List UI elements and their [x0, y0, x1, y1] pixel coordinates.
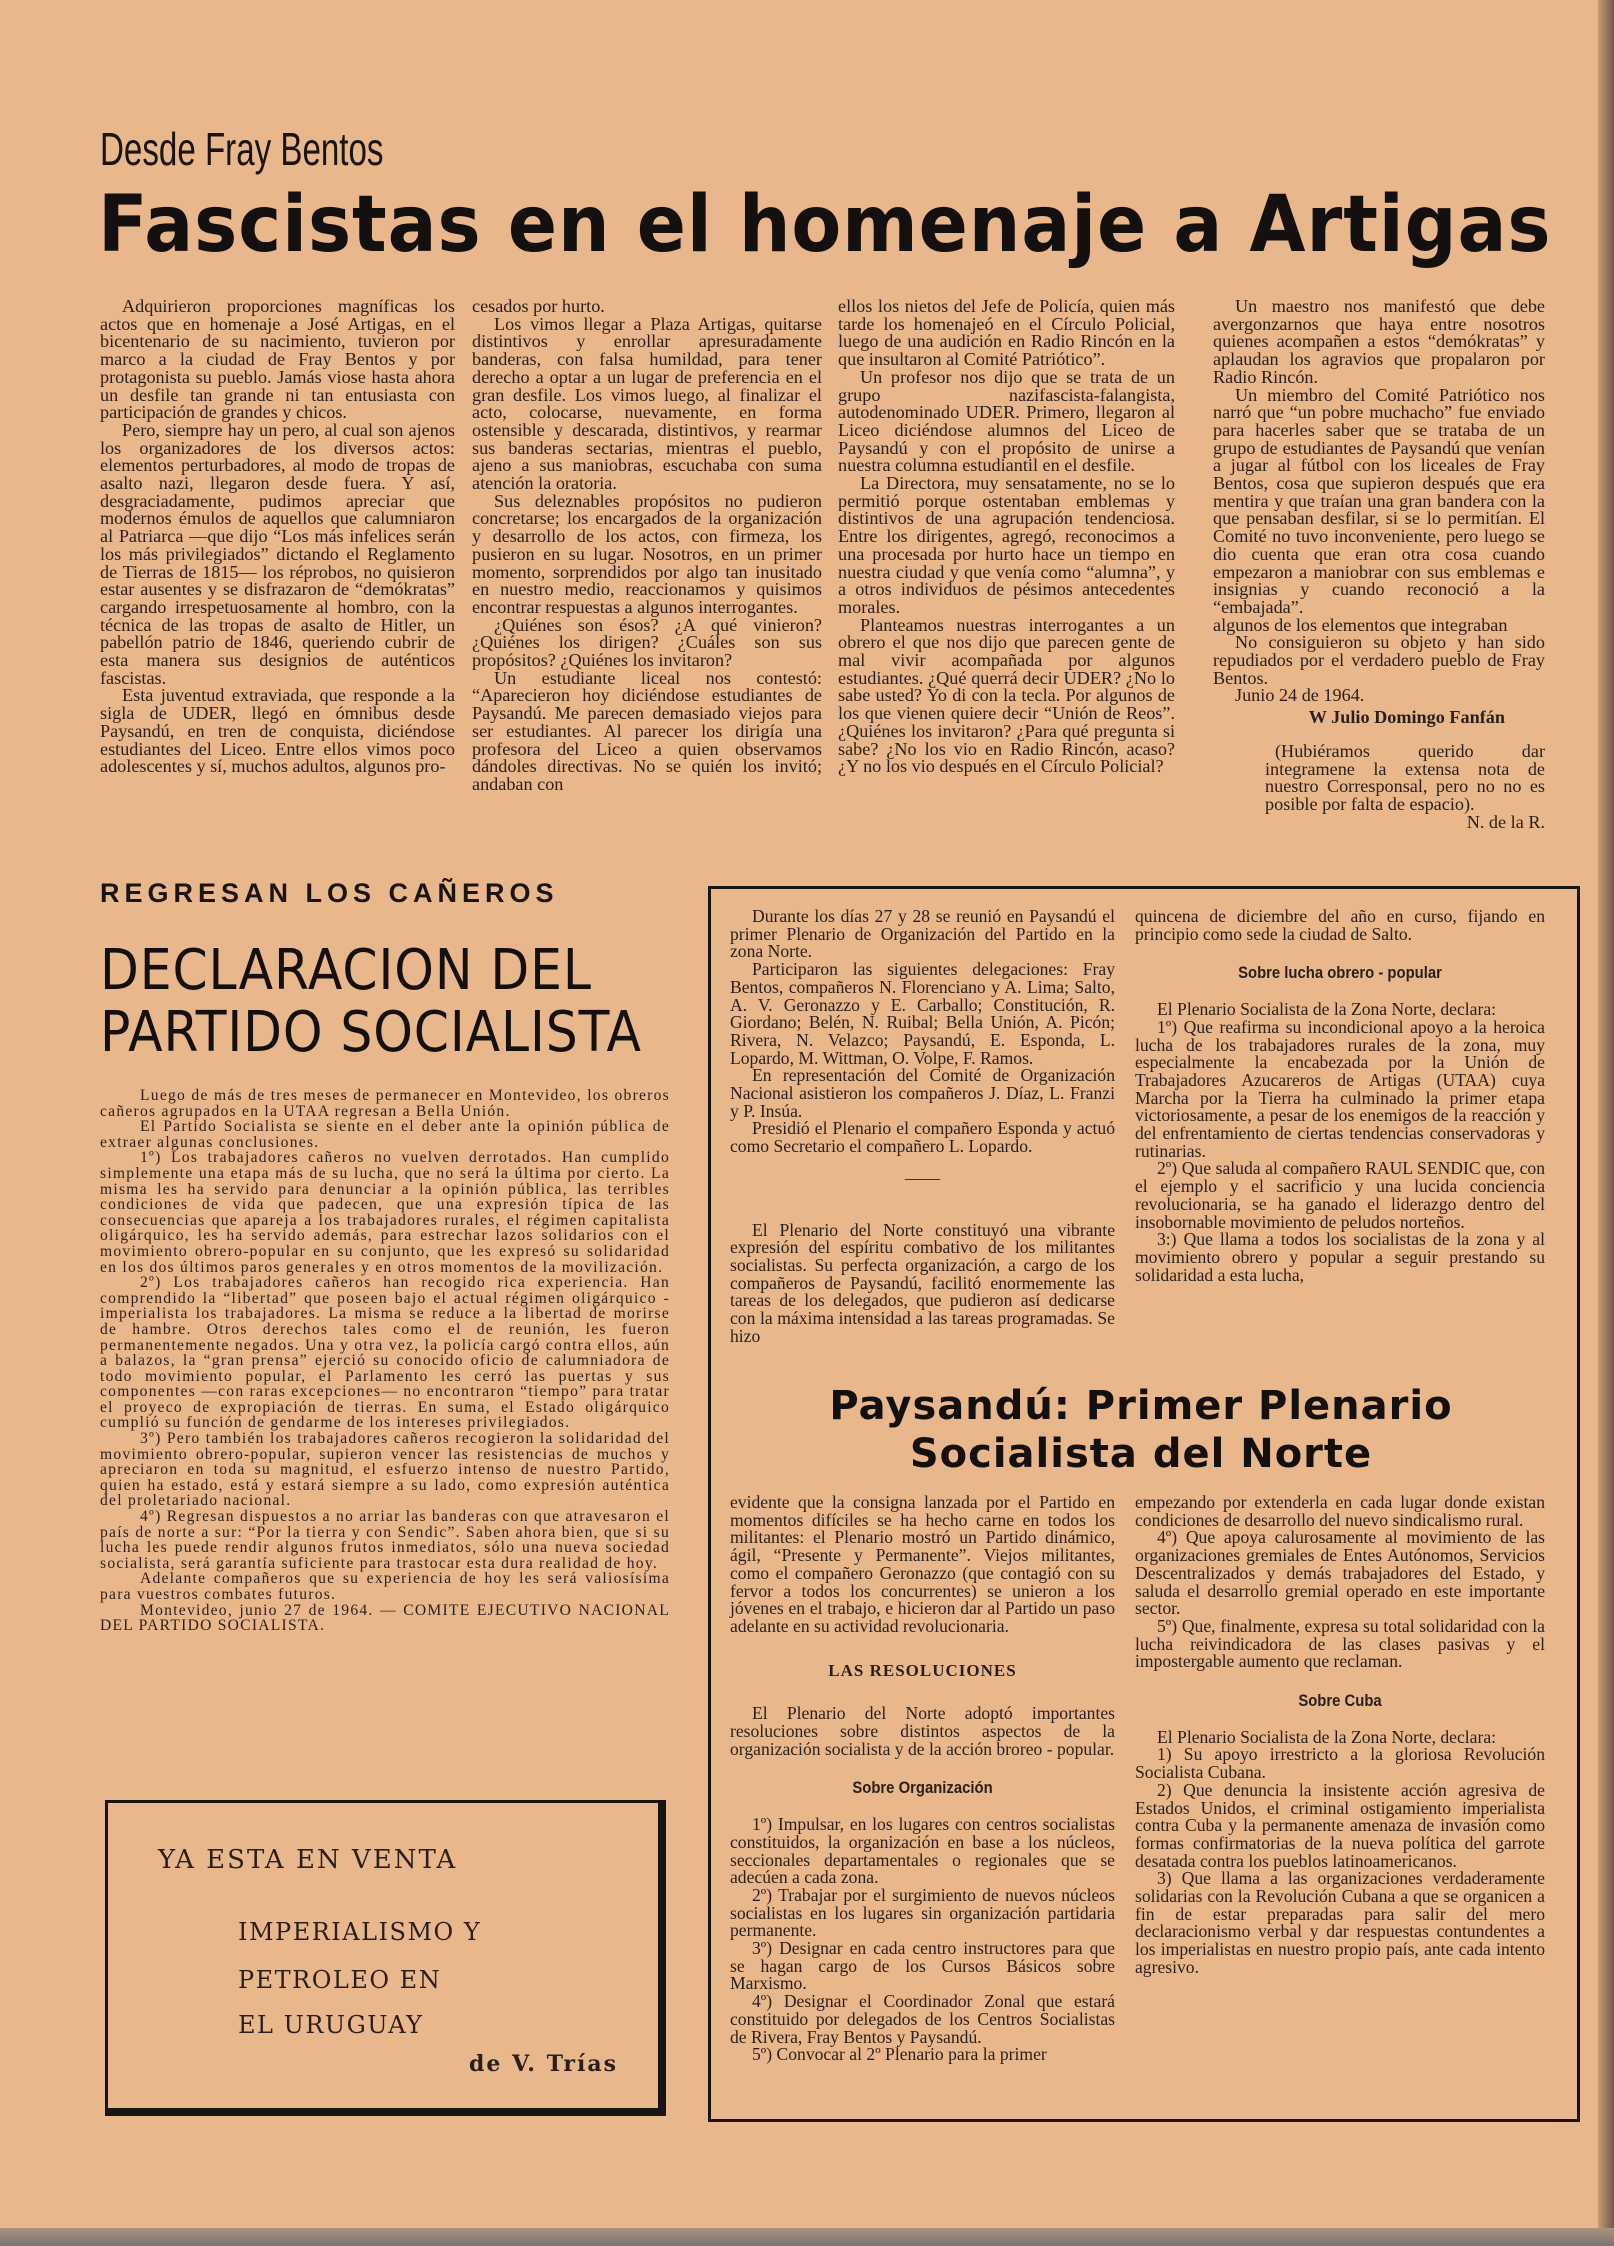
- paragraph: 1º) Impulsar, en los lugares con centros socialistas constituidos, la organización en base a los núcleos, seccionales departamentales o regionales que se adecúen a cada zona.: [730, 1814, 1115, 1888]
- article-column-top-right: [1135, 908, 1545, 1284]
- separator: ——: [904, 1167, 941, 1188]
- signature: Montevideo, junio 27 de 1964. — COMITE EJECUTIVO NACIONAL DEL PARTIDO SOCIALISTA.: [100, 1601, 670, 1635]
- ad-title-line: EL URUGUAY: [238, 2011, 424, 2039]
- headline-line: DECLARACION DEL: [100, 938, 592, 1003]
- paragraph: El Plenario Socialista de la Zona Norte, declara:: [1157, 1726, 1497, 1747]
- article-column-top-left: [730, 908, 1115, 1345]
- paragraph: 3) Que llama a las organizaciones verdaderamente solidarias con la Revolución Cubana a que se organicen a fin de estar preparadas para salir del mero declaracionismo verbal y dar respuestas contundentes a los imperialistas en nuestro propio país, ante cada intento agresivo.: [1135, 1868, 1545, 1977]
- headline-line: Socialista del Norte: [909, 1431, 1373, 1477]
- headline-line: Paysandú: Primer Plenario: [829, 1383, 1453, 1429]
- paragraph: 5º) Que, finalmente, expresa su total solidaridad con la lucha reivindicadora de las clases pasivas y el impostergable aumento que reclaman.: [1135, 1615, 1545, 1672]
- article-column-4: [1213, 298, 1545, 831]
- paragraph: El Plenario del Norte constituyó una vibrante expresión del espíritu combativo de los militantes socialistas. Su perfecta organización, a cargo de los compañeros de Paysandú, facilitó enormemente las tareas de los delegados, que pudieron así dedicarse con la máxima intensidad a las tareas programadas. Se hizo: [730, 1219, 1115, 1346]
- subheading: Sobre Organización: [852, 1779, 993, 1798]
- article-headline: Fascistas en el homenaje a Artigas: [98, 180, 1552, 270]
- editor-note-sign: N. de la R.: [1466, 811, 1545, 832]
- paragraph: 2º) Que saluda al compañero RAUL SENDIC que, con el ejemplo y el sacrificio y una lucida conciencia revolucionaria, se ha ganado el liderazgo dentro del insobornable movimiento de peludos norteños.: [1135, 1158, 1545, 1232]
- paragraph: Un miembro del Comité Patriótico nos narró que “un pobre muchacho” fue enviado para hacerles saber que se trataba de un grupo de estudiantes de Paysandú que venían a jugar al fútbol con los liceales de Fray Bentos, cosa que supieron después que era mentira y que traían una gran bandera con la que pensaban desfilar, si se lo permitían. El Comité no tuvo inconveniente, pero luego se dio cuenta que eran otra cosa cuando empezaron a maniobrar con sus emblemas e insignias y cuando reconoció a la “embajada”.: [1213, 384, 1545, 617]
- paragraph: 2º) Los trabajadores cañeros han recogido rica experiencia. Han comprendido la “libertad” que poseen bajo el actual régimen oligárquico - imperialista los trabajadores. La misma se reduce a la libertad de morirse de hambre. Otros derechos tales como el de reunión, les fueron permanentemente negados. Una y otra vez, la policía cargó contra ellos, aún a balazos, la “gran prensa” ejerció su conocido oficio de calumniadora de todo movimiento popular, el Parlamento les cerró las puertas y sus componentes —con raras excepciones— no encontraron “tiempo” para tratar el proyeco de expropiación de tierras. En suma, el Estado oligárquico cumplió su función de gendarme de los intereses privilegiados.: [100, 1274, 670, 1432]
- paragraph: 4º) Regresan dispuestos a no arriar las banderas con que atravesaron el país de norte a sur: “Por la tierra y con Sendic”. Saben ahora bien, que si su lucha les puede rendir algunos frutos inmediatos, sólo una nueva sociedad socialista, será garantía suficiente para trastocar esta dura realidad de hoy.: [100, 1508, 670, 1572]
- paragraph: 4º) Designar el Coordinador Zonal que estará constituido por delegados de los Centros Socialistas de Rivera, Fray Bentos y Paysandú.: [730, 1991, 1115, 2047]
- article-kicker: Desde Fray Bentos: [100, 123, 384, 175]
- article-column-bottom-right: [1135, 1494, 1545, 1977]
- paragraph: 1º) Los trabajadores cañeros no vuelven derrotados. Han cumplido simplemente una etapa más de su lucha, que no será la última por cierto. La misma les ha servido para denunciar a la opinión pública, las terribles condiciones de vida que padecen, que una expresión típica de las consecuencias que apareja a los trabajadores rurales, el régimen capitalista oligárquico, les ha servido además, para estrechar lazos solidarios con el movimiento obrero-popular en su conjunto, que les expresó su solidaridad en los dos últimos paros generales y en otros momentos de la movilización.: [100, 1149, 670, 1276]
- paragraph: Un maestro nos manifestó que debe avergonzarnos que haya entre nosotros quienes acompañen a estos “demókratas” y aplaudan los agravios que propalaron por Radio Rincón.: [1213, 296, 1545, 387]
- paragraph: 3º) Designar en cada centro instructores para que se hagan cargo de los Cursos Básicos sobre Marxismo.: [730, 1938, 1115, 1994]
- paragraph: El Plenario Socialista de la Zona Norte, declara:: [1157, 999, 1497, 1020]
- paragraph: Un estudiante liceal nos contestó: “Aparecieron hoy diciéndose estudiantes de Paysandú. Me parecen demasiado viejos para ser estudiantes. Al parecer los dirigía una profesora del Liceo a quien observamos dándoles directivas. No se quién los invitó; andaban con: [472, 667, 822, 794]
- paragraph: Los vimos llegar a Plaza Artigas, quitarse distintivos y enrollar apresuradamente banderas, con falsa humildad, para tener derecho a optar a un lugar de preferencia en el gran desfile. Los vimos luego, al finalizar el acto, colocarse, nuevamente, en forma ostensible y descarada, distintivos, y rearmar sus banderas sectarias, mientras el pueblo, ajeno a sus maniobras, escuchaba con suma atención la oratoria.: [472, 313, 822, 494]
- paragraph-continued: quincena de diciembre del año en curso, fijando en principio como sede la ciudad de Salto.: [1135, 906, 1545, 944]
- paragraph: 4º) Que apoya calurosamente al movimiento de las organizaciones gremiales de Entes Autónomos, Servicios Descentralizados y demás trabajadores del Estado, y saluda el desarrollo gremial operado en este importante sector.: [1135, 1527, 1545, 1619]
- page-edge-shadow: [1598, 0, 1614, 2246]
- paragraph: El Plenario del Norte adoptó importantes resoluciones sobre distintos aspectos de la organización socialista y de la acción broreo - popular.: [730, 1703, 1115, 1759]
- subheading: Sobre Cuba: [1298, 1692, 1382, 1711]
- book-advertisement: [105, 1800, 666, 2116]
- paragraph-continued: ellos los nietos del Jefe de Policía, quien más tarde los homenajeó en el Círculo Policial, luego de una audición en Radio Rincón en la que insultaron al Comité Patriótico”.: [838, 296, 1175, 370]
- article-column-2: [472, 298, 822, 794]
- paragraph: No consiguieron su objeto y han sido repudiados por el verdadero pueblo de Fray Bentos.: [1213, 632, 1545, 688]
- paragraph: En representación del Comité de Organización Nacional asistieron los compañeros J. Díaz, L. Franzi y P. Insúa.: [730, 1065, 1115, 1121]
- subheading: Sobre lucha obrero - popular: [1238, 964, 1442, 983]
- paragraph: Luego de más de tres meses de permanecer en Montevideo, los obreros cañeros agrupados en la UTAA regresan a Bella Unión.: [100, 1087, 670, 1120]
- paragraph: Pero, siempre hay un pero, al cual son ajenos los organizadores de los diversos actos: elementos perturbadores, al modo de tropas de asalto nazi, llegaron desde fuera. Y así, desgraciadamente, pudimos apreciar que modernos émulos de aquellos que calumniaron al Patriarca —que dijo “Los más infelices serán los más privilegiados” dictando el Reglamento de Tierras de 1815— los réprobos, no quisieron estar ausentes y se disfrazaron de “demókratas” cargando irrespetuosamente al hombro, con la técnica de las tropas de asalto de Hitler, un pabellón patrio de 1846, queriendo cubrir de esta manera sus designios de auténticos fascistas.: [100, 419, 455, 688]
- ad-author: de V. Trías: [469, 2051, 618, 2077]
- paragraph-continued: cesados por hurto.: [472, 296, 605, 316]
- ad-headline: YA ESTA EN VENTA: [158, 1845, 458, 1875]
- paragraph: La Directora, muy sensatamente, no se lo permitió porque ostentaban emblemas y distintivos de una agrupación tendenciosa. Entre los dirigentes, agregó, reconocimos a una procesada por hurto hace un tiempo en nuestra ciudad y que venía como “alumna”, y a otros individuos de pésimos antecedentes morales.: [838, 473, 1175, 617]
- paragraph: Adquirieron proporciones magníficas los actos que en homenaje a José Artigas, en el bicentenario de su nacimiento, tuvieron por marco a la ciudad de Fray Bentos y por protagonista su pueblo. Jamás viose hasta ahora un desfile tan grande ni tan entusiasta con participación de grandes y chicos.: [100, 296, 455, 423]
- section-kicker: REGRESAN LOS CAÑEROS: [100, 878, 559, 908]
- paragraph: ¿Quiénes son ésos? ¿A qué vinieron? ¿Quiénes los dirigen? ¿Cuáles son sus propósitos? ¿Quiénes los invitaron?: [472, 614, 822, 671]
- ad-title-line: IMPERIALISMO Y: [238, 1918, 482, 1946]
- editor-note: (Hubiéramos querido dar integramene la extensa nota de nuestro Corresponsal, pero no no es posible por falta de espacio).: [1265, 740, 1545, 814]
- paragraph-continued: algunos de los elementos que integraban: [1213, 614, 1508, 635]
- paragraph: 2) Que denuncia la insistente acción agresiva de Estados Unidos, el criminal ostigamiento imperialista contra Cuba y la permanente amenaza de invasión como formas confirmatorias de la nueva política del garrote desatada contra los pueblos latinoamericanos.: [1135, 1779, 1545, 1871]
- article-body: [100, 1088, 670, 1634]
- byline: W Julio Domingo Fanfán: [1308, 707, 1505, 728]
- ad-title-line: PETROLEO EN: [238, 1966, 442, 1994]
- paragraph: Participaron las siguientes delegaciones: Fray Bentos, compañeros N. Florenciano y A. Lima; Salto, A. V. Geronazzo y E. Carballo; Constitución, R. Giordano; Belén, N. Ruibal; Bella Unión, A. Picón; Rivera, N. Velazco; Paysandú, E. Esponda, L. Lopardo, M. Wittman, O. Volpe, F. Ramos.: [730, 959, 1115, 1068]
- paragraph: 1) Su apoyo irrestricto a la gloriosa Revolución Socialista Cubana.: [1135, 1744, 1545, 1783]
- section-heading: LAS RESOLUCIONES: [828, 1660, 1017, 1680]
- paragraph-continued: empezando por extenderla en cada lugar donde existan condiciones de desarrollo del nuevo sindicalismo rural.: [1135, 1492, 1545, 1530]
- article-headline: [100, 940, 642, 1064]
- paragraph: Un profesor nos dijo que se trata de un grupo nazifascista-falangista, autodenominado UDER. Primero, llegaron al Liceo diciéndose alumnos del Liceo de Paysandú y con el propósito de unirse a nuestra columna estudiantil en el desfile.: [838, 366, 1175, 476]
- paragraph: 3:) Que llama a todos los socialistas de la zona y al movimiento obrero y popular a seguir prestando su solidaridad a esta lucha,: [1135, 1229, 1545, 1285]
- article-column-1: [100, 298, 455, 776]
- paragraph: 3º) Pero también los trabajadores cañeros recogieron la solidaridad del movimiento obrero-popular, supieron vencer las resistencias de muchos y apreciaron en toda su magnitud, el esfuerzo intenso de nuestro Partido, quien ha estado, está y estará siempre a su lado, como expresión auténtica del proletariado nacional.: [100, 1430, 670, 1510]
- paragraph: El Partido Socialista se siente en el deber ante la opinión pública de extraer algunas conclusiones.: [100, 1118, 670, 1151]
- paragraph: Planteamos nuestras interrogantes a un obrero el que nos dijo que parecen gente de mal vivir acompañada por algunos estudiantes. ¿Qué querrá decir UDER? ¿No lo sabe usted? Yo di con la tecla. Por algunos de los que vienen quiere decir “Unión de Reos”. ¿Quiénes los invitaron? ¿Para qué pregunta si sabe? ¿No los vio en Radio Rincón, acaso? ¿Y no los vio después en el Círculo Policial?: [838, 614, 1175, 777]
- headline-line: PARTIDO SOCIALISTA: [100, 1000, 642, 1065]
- article-headline: [708, 1382, 1574, 1478]
- paragraph: Adelante compañeros que su experiencia de hoy les será valiosísima para vuestros combates futuros.: [100, 1570, 670, 1603]
- paragraph: Sus deleznables propósitos no pudieron concretarse; los encargados de la organización y desarrollo de los actos, con firmeza, los pusieron en su lugar. Nosotros, en un primer momento, sorprendidos por algo tan inusitado en nuestro medio, reaccionamos y quisimos encontrar respuestas a algunos interrogantes.: [472, 490, 822, 617]
- paragraph: Presidió el Plenario el compañero Esponda y actuó como Secretario el compañero L. Lopardo.: [730, 1118, 1115, 1157]
- dateline: Junio 24 de 1964.: [1235, 685, 1365, 706]
- page-bottom-edge: [0, 2228, 1614, 2246]
- paragraph: 2º) Trabajar por el surgimiento de nuevos núcleos socialistas en los lugares sin organización partidaria permanente.: [730, 1884, 1115, 1941]
- article-column-bottom-left: [730, 1494, 1115, 2064]
- paragraph: 1º) Que reafirma su incondicional apoyo a la heroica lucha de los trabajadores rurales de la zona, muy especialmente la encabezada por la Unión de Trabajadores Azucareros de Artigas (UTAA) cuya Marcha por la Tierra ha culminado la primer etapa victoriosamente, a pesar de los enemigos de la reacción y del enfrentamiento de ciertas tendencias conservadoras y rutinarias.: [1135, 1016, 1545, 1161]
- paragraph: Esta juventud extraviada, que responde a la sigla de UDER, llegó en ómnibus desde Paysandú, en tren de conquista, diciéndose estudiantes del Liceo. Entre ellos vimos poco adolescentes y sí, muchos adultos, algunos pro-: [100, 685, 455, 777]
- paragraph: 5º) Convocar al 2º Plenario para la primer: [752, 2044, 1047, 2065]
- paragraph: Durante los días 27 y 28 se reunió en Paysandú el primer Plenario de Organización del Partido en la zona Norte.: [730, 906, 1115, 962]
- article-column-3: [838, 298, 1175, 776]
- paragraph-continued: evidente que la consigna lanzada por el Partido en momentos difíciles se ha hecho carne en todos los militantes: el Plenario mostró un Partido dinámico, ágil, “Presente y Permanente”. Viejos militantes, como el compañero Geronazzo (que contagió con su fervor a todos los concurrentes) se unieron a los jóvenes en el trabajo, e hicieron dar al Partido un paso adelante en su actividad revolucionaria.: [730, 1492, 1115, 1636]
